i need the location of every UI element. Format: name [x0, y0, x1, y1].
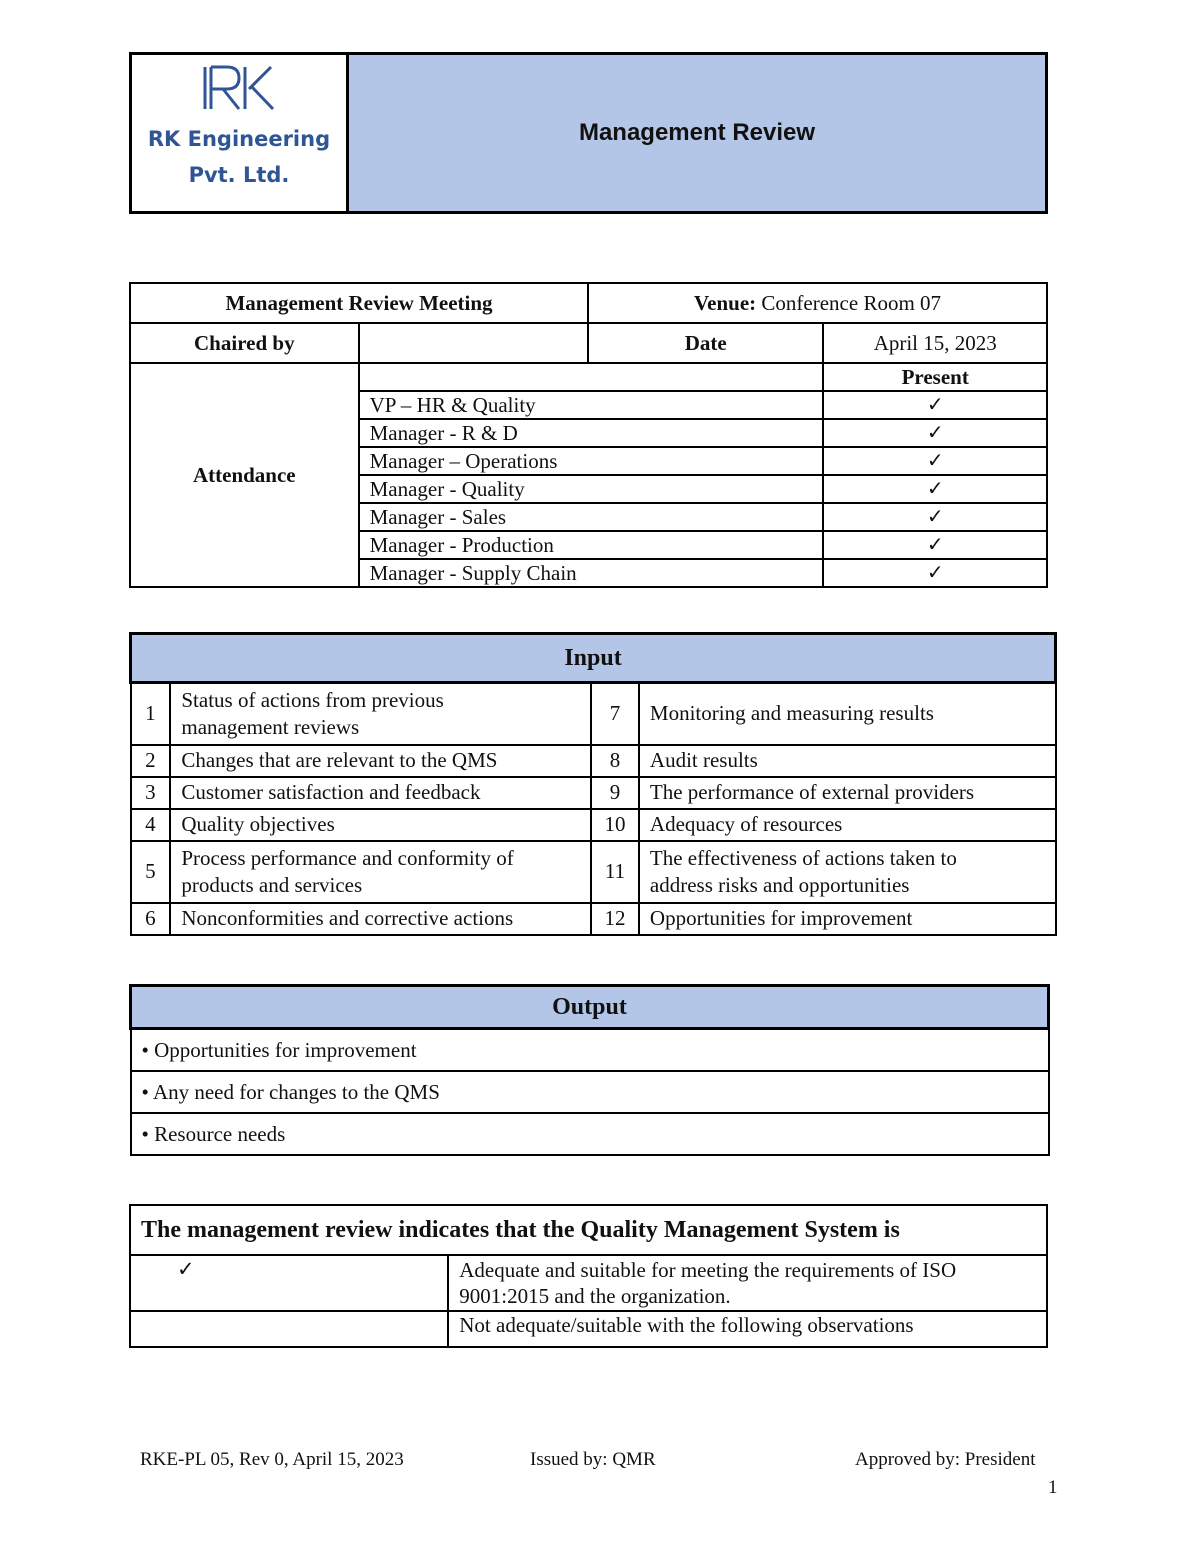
- footer-approved-by: Approved by: President: [855, 1449, 1036, 1470]
- output-table: [129, 984, 1050, 1156]
- attendee-role: Manager - R & D: [359, 419, 824, 447]
- input-row: [131, 777, 1056, 809]
- input-number: 1: [131, 683, 171, 745]
- attendee-role: VP – HR & Quality: [359, 391, 824, 419]
- document-title: Management Review: [578, 119, 816, 146]
- input-number: 10: [591, 809, 639, 841]
- input-text: Adequacy of resources: [639, 809, 1056, 841]
- input-number: 9: [591, 777, 639, 809]
- input-text: Audit results: [639, 745, 1056, 777]
- checkmark-icon: ✓: [823, 419, 1047, 447]
- input-number: 7: [591, 683, 639, 745]
- input-number: 11: [591, 841, 639, 903]
- present-label: Present: [823, 363, 1047, 391]
- date-label: Date: [588, 323, 823, 363]
- input-text: management reviews: [181, 714, 360, 739]
- input-item: [170, 841, 591, 903]
- company-name-line2: Pvt. Ltd.: [188, 163, 290, 187]
- input-text: The effectiveness of actions taken to: [649, 845, 957, 870]
- checkmark-icon: ✓: [823, 531, 1047, 559]
- input-row: [131, 809, 1056, 841]
- company-name-line1: RK Engineering: [147, 127, 331, 151]
- input-text: Status of actions from previous: [181, 687, 444, 712]
- qms-conclusion-table: [129, 1204, 1048, 1348]
- output-item: • Resource needs: [131, 1113, 1049, 1155]
- output-row: [131, 1113, 1049, 1155]
- attendance-header-blank: [359, 363, 824, 391]
- input-number: 2: [131, 745, 171, 777]
- input-heading: Input: [131, 634, 1056, 683]
- input-text: Nonconformities and corrective actions: [170, 903, 591, 935]
- venue-label: Venue:: [693, 291, 757, 315]
- input-table: [129, 632, 1057, 936]
- qms-option-text: Adequate and suitable for meeting the requirements of ISO: [459, 1258, 957, 1282]
- chaired-by-value: [359, 323, 588, 363]
- company-name: [148, 121, 330, 193]
- input-text: Process performance and conformity of: [181, 845, 514, 870]
- input-text: The performance of external providers: [639, 777, 1056, 809]
- attendee-role: Manager - Sales: [359, 503, 824, 531]
- attendee-role: Manager - Production: [359, 531, 824, 559]
- qms-option: [448, 1255, 1047, 1311]
- input-text: Changes that are relevant to the QMS: [170, 745, 591, 777]
- venue-value: Conference Room 07: [761, 291, 942, 315]
- input-number: 6: [131, 903, 171, 935]
- chaired-by-label: Chaired by: [130, 323, 359, 363]
- input-row: [131, 683, 1056, 745]
- input-number: 4: [131, 809, 171, 841]
- input-text: products and services: [181, 872, 363, 897]
- qms-option-text: 9001:2015 and the organization.: [459, 1284, 731, 1308]
- attendee-role: Manager - Supply Chain: [359, 559, 824, 587]
- input-row: [131, 745, 1056, 777]
- qms-row: [130, 1255, 1047, 1311]
- input-number: 3: [131, 777, 171, 809]
- input-number: 12: [591, 903, 639, 935]
- qms-row: [130, 1311, 1047, 1347]
- input-row: [131, 903, 1056, 935]
- input-text: address risks and opportunities: [649, 872, 910, 897]
- footer-issued-by: Issued by: QMR: [530, 1449, 656, 1470]
- input-item: [639, 841, 1056, 903]
- output-item: • Any need for changes to the QMS: [131, 1071, 1049, 1113]
- footer-doc-ref: RKE-PL 05, Rev 0, April 15, 2023: [140, 1449, 404, 1470]
- attendance-label: Attendance: [130, 363, 359, 587]
- output-row: [131, 1071, 1049, 1113]
- input-text: Monitoring and measuring results: [639, 683, 1056, 745]
- input-row: [131, 841, 1056, 903]
- checkmark-icon: ✓: [130, 1255, 448, 1311]
- page-number: 1: [1048, 1477, 1058, 1498]
- output-item: • Opportunities for improvement: [131, 1029, 1049, 1072]
- attendee-role: Manager – Operations: [359, 447, 824, 475]
- title-cell: [349, 55, 1045, 211]
- input-text: Quality objectives: [170, 809, 591, 841]
- qms-option-text: Not adequate/suitable with the following observations: [448, 1311, 1047, 1347]
- input-text: Opportunities for improvement: [639, 903, 1056, 935]
- meeting-label: Management Review Meeting: [130, 283, 588, 323]
- company-logo: [199, 59, 279, 115]
- input-text: Customer satisfaction and feedback: [170, 777, 591, 809]
- checkmark-icon: ✓: [823, 447, 1047, 475]
- logo-cell: [132, 55, 349, 211]
- output-heading: Output: [131, 986, 1049, 1029]
- meeting-info-table: [129, 282, 1048, 588]
- input-number: 8: [591, 745, 639, 777]
- checkmark-icon: ✓: [823, 559, 1047, 587]
- document-header: [129, 52, 1048, 214]
- qms-mark-empty: [130, 1311, 448, 1347]
- checkmark-icon: ✓: [823, 503, 1047, 531]
- venue-cell: [588, 283, 1047, 323]
- output-row: [131, 1029, 1049, 1072]
- input-item: [170, 683, 591, 745]
- checkmark-icon: ✓: [823, 475, 1047, 503]
- date-value: April 15, 2023: [823, 323, 1047, 363]
- qms-heading: The management review indicates that the Quality Management System is: [130, 1205, 1047, 1255]
- attendee-role: Manager - Quality: [359, 475, 824, 503]
- checkmark-icon: ✓: [823, 391, 1047, 419]
- input-number: 5: [131, 841, 171, 903]
